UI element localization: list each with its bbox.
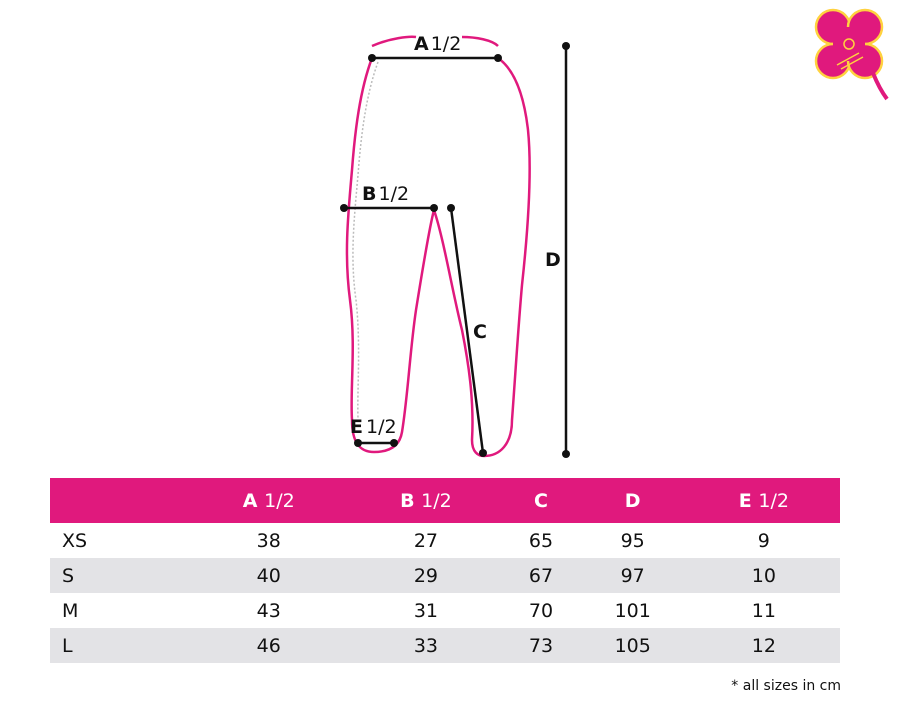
table-cell: 12 [688, 628, 840, 663]
measure-dot-b-right [430, 204, 438, 212]
table-cell: 10 [688, 558, 840, 593]
measure-dot-d-bottom [562, 450, 570, 458]
header-d: D [578, 478, 688, 523]
table-cell: 27 [413, 529, 438, 552]
table-header-row [50, 478, 840, 523]
pants-outline [347, 37, 530, 456]
table-cell: 97 [578, 558, 688, 593]
table-row [50, 628, 840, 663]
measure-dot-d-top [562, 42, 570, 50]
header-a: A 1/2 [190, 478, 348, 523]
units-note: * all sizes in cm [731, 678, 841, 694]
size-cell: L [50, 628, 190, 663]
table-cell: 11 [751, 599, 776, 622]
table-cell: 33 [348, 628, 505, 663]
header-c: C [504, 478, 577, 523]
table-cell: 105 [578, 628, 688, 663]
header-b: B 1/2 [348, 478, 505, 523]
size-cell: M [62, 599, 79, 622]
label-b: B 1/2 [362, 183, 410, 205]
table-row [50, 558, 840, 593]
table-cell: 40 [190, 558, 348, 593]
table-row [50, 523, 840, 558]
measure-dot-c-top [447, 204, 455, 212]
size-cell: XS [62, 529, 88, 552]
table-cell: 43 [256, 599, 281, 622]
measure-dot-e-left [354, 439, 362, 447]
label-e: E 1/2 [350, 416, 397, 438]
label-c: C [473, 321, 487, 343]
table-cell: 70 [528, 599, 554, 622]
table-cell: 67 [504, 558, 577, 593]
label-d: D [545, 249, 561, 271]
clover-logo-icon [803, 5, 895, 103]
table-cell: 95 [620, 529, 645, 552]
table-cell: 65 [528, 529, 554, 552]
table-cell: 29 [348, 558, 505, 593]
size-chart-table [50, 478, 840, 663]
table-cell: 9 [757, 529, 770, 552]
measure-dot-e-right [390, 439, 398, 447]
table-cell: 38 [256, 529, 281, 552]
measure-dot-a-left [368, 54, 376, 62]
table-cell: 73 [504, 628, 577, 663]
table-cell: 31 [413, 599, 438, 622]
measure-dot-a-right [494, 54, 502, 62]
measure-dot-c-bottom [479, 449, 487, 457]
header-e: E 1/2 [688, 478, 840, 523]
pants-inner-guide [353, 62, 378, 418]
label-a: A 1/2 [414, 33, 462, 55]
measure-dot-b-left [340, 204, 348, 212]
table-cell: 101 [614, 599, 651, 622]
header-size [50, 478, 190, 523]
size-cell: S [50, 558, 190, 593]
table-row [50, 593, 840, 628]
table-cell: 46 [190, 628, 348, 663]
